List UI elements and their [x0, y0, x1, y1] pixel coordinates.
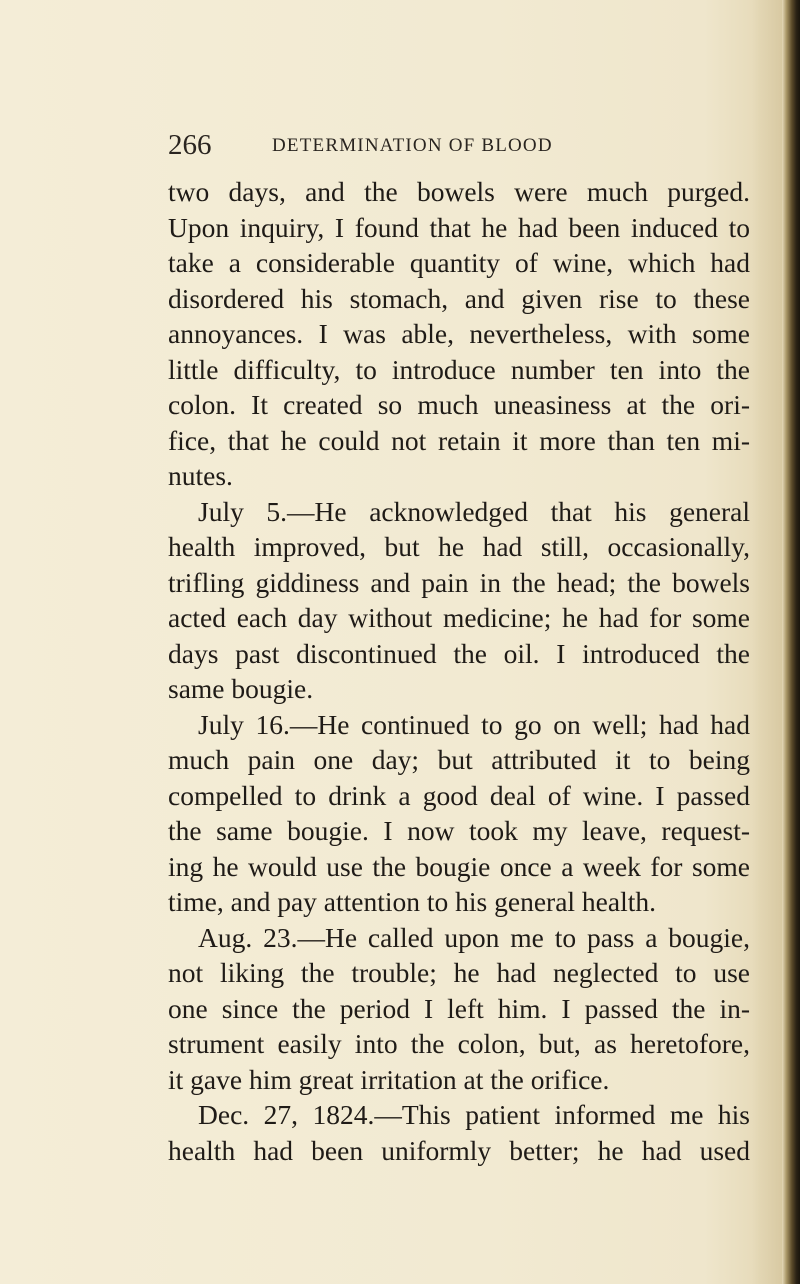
text-line: much pain one day; but attributed it to being: [168, 744, 750, 775]
book-binding-edge: [782, 0, 800, 1284]
text-line: health had been uniformly better; he had used: [168, 1134, 750, 1166]
text-line: time, and pay attention to his general health.: [168, 886, 656, 917]
text-line: Dec. 27, 1824.—This patient informed me his: [198, 1099, 750, 1130]
text-line: days past discontinued the oil. I introduced the: [168, 637, 750, 669]
text-line: July 16.—He continued to go on well; had had: [198, 708, 750, 740]
text-line: strument easily into the colon, but, as heretofore,: [168, 1028, 750, 1059]
text-line: colon. It created so much uneasiness at the ori-: [168, 389, 750, 420]
text-line: health improved, but he had still, occasionally,: [168, 531, 750, 562]
text-line: July 5.—He acknowledged that his general: [198, 495, 750, 527]
text-line: the same bougie. I now took my leave, request-: [168, 815, 750, 846]
text-line: Upon inquiry, I found that he had been induced to: [168, 211, 750, 243]
text-line: two days, and the bowels were much purged.: [168, 176, 750, 207]
text-line: nutes.: [168, 460, 233, 491]
running-head: DETERMINATION OF BLOOD: [272, 135, 553, 156]
text-line: compelled to drink a good deal of wine. I passed: [168, 779, 750, 811]
text-line: it gave him great irritation at the orifice.: [168, 1063, 610, 1095]
text-line: trifling giddiness and pain in the head; the bowels: [168, 566, 750, 598]
page-gutter-shadow: [752, 0, 782, 1284]
body-text: [168, 174, 750, 1168]
text-line: ing he would use the bougie once a week for some: [168, 850, 750, 882]
text-line: Aug. 23.—He called upon me to pass a bougie,: [198, 921, 750, 953]
text-line: one since the period I left him. I passed the in-: [168, 992, 750, 1024]
text-line: same bougie.: [168, 673, 314, 704]
text-line: not liking the trouble; he had neglected to use: [168, 957, 750, 988]
text-line: annoyances. I was able, nevertheless, with some: [168, 318, 750, 349]
text-line: little difficulty, to introduce number ten into the: [168, 353, 750, 385]
page-number: 266: [168, 129, 212, 161]
text-line: disordered his stomach, and given rise to these: [168, 282, 750, 314]
text-line: acted each day without medicine; he had for some: [168, 602, 750, 633]
page-header: [168, 128, 728, 162]
text-line: fice, that he could not retain it more than ten mi-: [168, 424, 750, 456]
text-line: take a considerable quantity of wine, which had: [168, 247, 750, 278]
